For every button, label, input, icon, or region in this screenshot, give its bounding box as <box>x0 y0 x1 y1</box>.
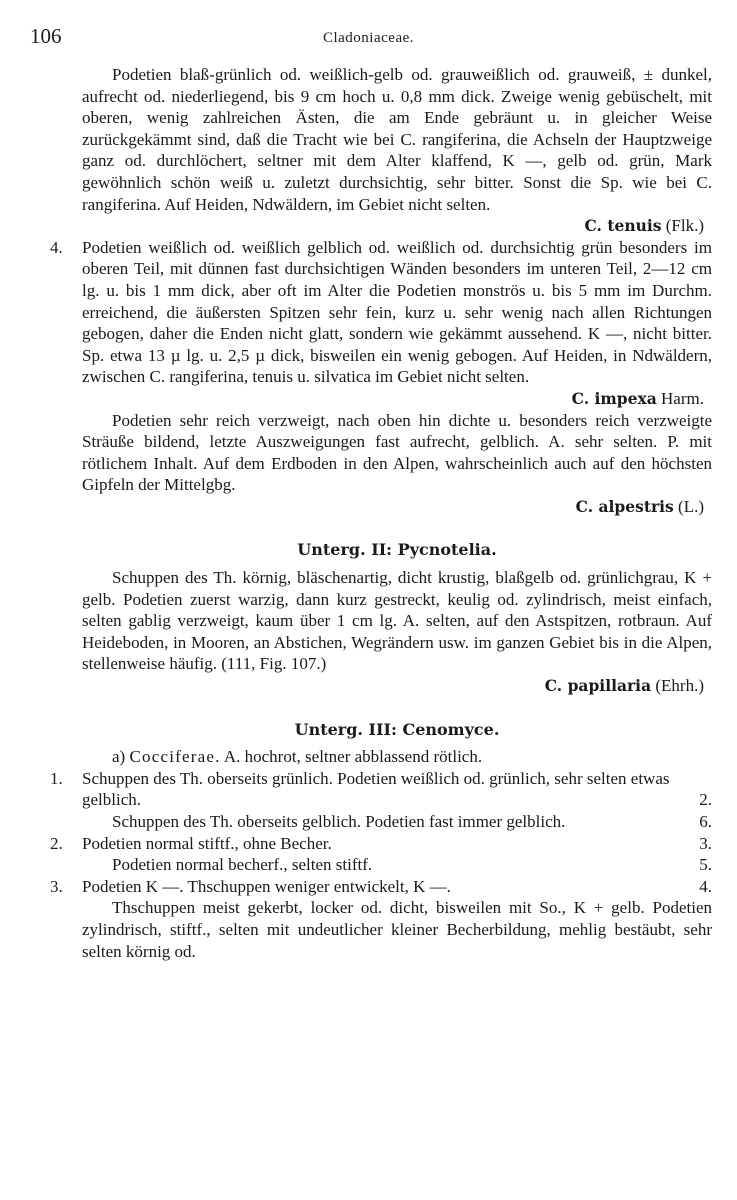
species-signature <box>30 388 712 410</box>
species-name: C. tenuis <box>584 216 662 236</box>
key-entry <box>30 768 712 811</box>
species-signature <box>30 496 712 518</box>
species-author: (L.) <box>678 496 704 516</box>
key-text: Podetien normal stiftf., ohne Becher. <box>82 833 332 853</box>
key-number: 2. <box>50 833 63 853</box>
description-paragraph <box>30 64 712 215</box>
key-reference: 6. <box>699 812 712 831</box>
key-text: Podetien K —. Thschuppen weniger entwickelt, K —. <box>82 876 451 896</box>
species-signature <box>30 675 712 697</box>
group-intro <box>30 746 712 768</box>
key-reference: 4. <box>699 876 712 896</box>
key-text: Thschuppen meist gekerbt, locker od. dicht, bisweilen mit So., K + gelb. Podetien zylindrisch, stiftf., selten mit undeutlicher kleiner Becherbildung, mehlig bestäubt, sehr selten körnig od. <box>82 898 712 961</box>
page-number: 106 <box>30 24 62 48</box>
key-number: 4. <box>50 237 63 257</box>
section-heading: Unterg. III: Cenomyce. <box>294 719 500 739</box>
key-text: Schuppen des Th. oberseits gelblich. Podetien fast immer gelblich. <box>112 812 566 831</box>
key-text: Schuppen des Th. oberseits grünlich. Podetien weißlich od. grünlich, sehr selten etwas gelblich. <box>82 768 670 810</box>
page-header <box>30 24 707 54</box>
key-reference: 2. <box>699 790 712 810</box>
key-continuation <box>30 897 712 962</box>
species-name: C. alpestris <box>575 496 674 516</box>
species-author: (Flk.) <box>665 216 704 236</box>
species-name: C. papillaria <box>544 676 652 696</box>
description-paragraph <box>30 410 712 496</box>
key-reference: 3. <box>699 833 712 853</box>
key-entry <box>30 854 712 876</box>
group-label: a) <box>112 747 126 767</box>
section-text: Schuppen des Th. körnig, bläschenartig, dicht krustig, blaßgelb od. grünlichgrau, K + gelb. Podetien zuerst warzig, dann kurz gestreckt, keulig od. zylindrisch, meist einfach, selten gablig verzweigt, kaum über 1 cm lg. A. selten, auf den Astspitzen, rotbraun. Auf Heideboden, in Mooren, an Abstichen, Wegrändern usw. im ganzen Gebiet bis in die Alpen, stellenweise häufig. (111, Fig. 107.) <box>82 568 712 674</box>
running-head: Cladoniaceae. <box>322 30 415 46</box>
group-name: Cocciferae. <box>129 747 221 767</box>
species-signature <box>30 215 712 237</box>
group-text: A. hochrot, seltner abblassend rötlich. <box>223 747 483 767</box>
description-text: Podetien blaß-grünlich od. weißlich-gelb od. grauweißlich od. grauweiß, ± dunkel, aufrecht od. niederliegend, bis 9 cm hoch u. 0,8 mm dick. Zweige wenig gebüschelt, mit oberen, wenig zahlreichen Ästen, die am Ende gebräunt u. in gleicher Weise zurückgekämmt sind, daß die Tracht wie bei C. rangiferina, die Achseln der Hauptzweige ganz od. durchlöchert, seltner mit dem Alter klaffend, K —, gelb od. grün, Mark gewöhnlich schön weiß u. zuletzt durchsichtig, sehr bitter. Sonst die Sp. wie bei C. rangiferina. Auf Heiden, Ndwäldern, im Gebiet nicht selten. <box>82 65 712 214</box>
key-number: 1. <box>50 768 63 788</box>
section-heading: Unterg. II: Pycnotelia. <box>297 540 497 560</box>
key-entry <box>30 876 712 898</box>
description-text: Podetien sehr reich verzweigt, nach oben hin dichte u. besonders reich verzweigte Sträuße bildend, letzte Auszweigungen fast aufrecht, gelblich. A. sehr selten. P. mit rötlichem Inhalt. Auf dem Erdboden in den Alpen, wahrscheinlich auch auf den höchsten Gipfeln der Mittelgbg. <box>82 410 712 495</box>
numbered-paragraph <box>30 237 712 388</box>
key-number: 3. <box>50 876 63 896</box>
key-entry <box>30 811 712 833</box>
species-author: (Ehrh.) <box>655 676 704 696</box>
section-paragraph <box>30 567 712 675</box>
key-reference: 5. <box>699 855 712 875</box>
species-author: Harm. <box>661 388 704 408</box>
page-body <box>30 64 712 962</box>
description-text: Podetien weißlich od. weißlich gelblich od. weißlich od. durchsichtig grün besonders im oberen Teil, mit dünnen fast durchsichtigen Wänden besonders im unteren Teil, 2—12 cm lg. u. bis 1 mm dick, aber oft im Alter die Podetien monströs u. bis 5 mm im Durchm. erreichend, die äußersten Spitzen sehr fein, kurz u. sehr wenig nach allen Richtungen gebogen, daher die Enden nicht glatt, sondern wie gekämmt aussehend. K —, nicht bitter. Sp. etwa 13 µ lg. u. 2,5 µ dick, bisweilen ein wenig gebogen. Auf Heiden, in Ndwäldern, zwischen C. rangiferina, tenuis u. silvatica im Gebiet nicht selten. <box>82 237 712 387</box>
key-entry <box>30 833 712 855</box>
species-name: C. impexa <box>571 388 657 408</box>
key-text: Podetien normal becherf., selten stiftf. <box>112 855 373 875</box>
